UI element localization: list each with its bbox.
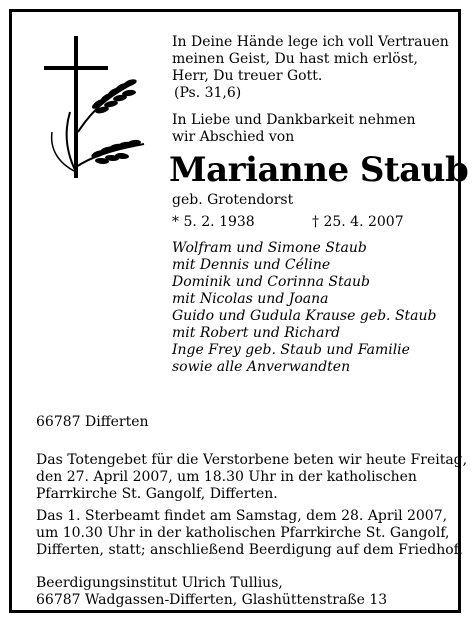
notice-line: um 10.30 Uhr in der katholischen Pfarrkirche St. Gangolf,: [36, 525, 450, 541]
mourner-line: Wolfram und Simone Staub: [172, 240, 367, 256]
verse-line: meinen Geist, Du hast mich erlöst,: [172, 51, 418, 67]
mourner-line: sowie alle Anverwandten: [172, 359, 351, 375]
verse-line: Herr, Du treuer Gott.: [172, 68, 323, 84]
death-date: † 25. 4. 2007: [312, 214, 404, 230]
prayer-notice: [36, 452, 468, 503]
notice-line: Differten, statt; anschließend Beerdigung auf dem Friedhof.: [36, 542, 463, 558]
undertaker-line: 66787 Wadgassen-Differten, Glashüttenstraße 13: [36, 592, 388, 608]
mourner-line: mit Dennis und Céline: [172, 257, 331, 273]
farewell-intro: [172, 112, 416, 146]
mourner-line: Inge Frey geb. Staub und Familie: [172, 342, 410, 358]
mourner-line: mit Robert und Richard: [172, 325, 341, 341]
birth-name: geb. Grotendorst: [172, 192, 294, 208]
intro-line: wir Abschied von: [172, 129, 295, 145]
deceased-name: Marianne Staub: [169, 150, 469, 190]
notice-line: den 27. April 2007, um 18.30 Uhr in der katholischen: [36, 469, 417, 485]
verse-reference: (Ps. 31,6): [174, 85, 242, 101]
mourner-line: mit Nicolas und Joana: [172, 291, 329, 307]
notice-line: Das Totengebet für die Verstorbene beten wir heute Freitag,: [36, 452, 468, 468]
mourner-line: Guido und Gudula Krause geb. Staub: [172, 308, 437, 324]
cross-with-wheat-icon: [36, 32, 156, 182]
undertaker-line: Beerdigungsinstitut Ulrich Tullius,: [36, 575, 283, 591]
mourner-line: Dominik und Corinna Staub: [172, 274, 370, 290]
undertaker-info: [36, 575, 387, 609]
obituary-frame: [9, 9, 469, 613]
funeral-notice: [36, 508, 461, 559]
bible-verse: [172, 34, 452, 102]
notice-line: Pfarrkirche St. Gangolf, Differten.: [36, 486, 278, 502]
mourners-list: [172, 240, 437, 376]
verse-line: In Deine Hände lege ich voll Vertrauen: [172, 34, 449, 50]
intro-line: In Liebe und Dankbarkeit nehmen: [172, 112, 416, 128]
notice-line: Das 1. Sterbeamt findet am Samstag, dem 28. April 2007,: [36, 508, 448, 524]
place-name: 66787 Differten: [36, 414, 149, 430]
birth-date: * 5. 2. 1938: [172, 214, 255, 230]
